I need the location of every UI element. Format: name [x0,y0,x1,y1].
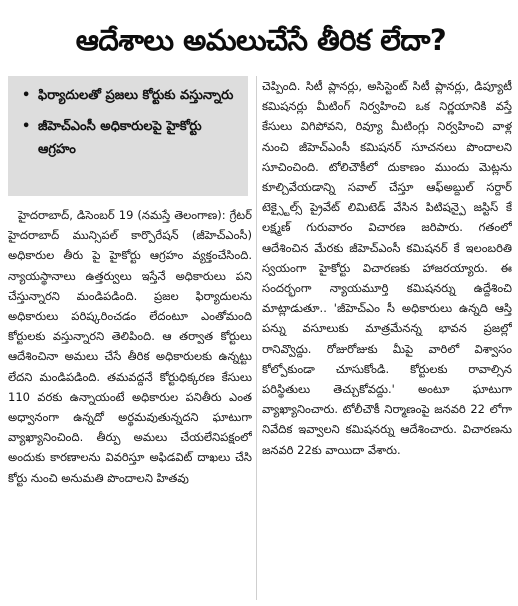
article-text-right: చెప్పింది. సిటీ ప్లానర్లు, అసిస్టెంట్ సిటీ ప్లానర్లు, డిప్యూటీ కమిషనర్లు మీటింగ్ నిర్వహించి ఒక నిర్ణయానికి వస్తే కేసులు విగిపోవని, రివ్యూ మీటింగ్లు నిర్వహించి వాళ్ల నుంచి జీహెచ్ఎంసీ కమిషనర్ సూచనలు పొందాలని సూచించింది. టోలిచౌకీలో దుకాణం ముందు మెట్లను కూల్చివేయడాన్ని సవాల్ చేస్తూ ఆఫ్అబ్దుల్ సర్దార్ టెక్స్టైల్స్ ప్రైవేట్ లిమిటెడ్ వేసిన పిటిషన్పై జస్టిస్ కే లక్ష్మణ్ గురువారం విచారణ జరిపారు. గతంలో ఆదేశించిన మేరకు జీహెచ్ఎంసీ కమిషనర్ కే ఇలంబరితి స్వయంగా హైకోర్టు విచారణకు హాజరయ్యారు. ఈ సందర్భంగా న్యాయమూర్తి కమిషనర్ను ఉద్దేశించి మాట్లాడుతూ.. 'జీహెచ్ఎం సీ అధికారులు ఉన్నది ఆస్తి పన్ను వసూలుకు మాత్రమేనన్న భావన ప్రజల్లో రానివ్వొద్దు. రోజురోజుకు మీపై వారిలో విశ్వాసం కోల్పోకుండా చూసుకోండి. కోర్టులకు రావాల్సిన పరిస్థితులు తెచ్చుకోవద్దు.' అంటూ ఘాటుగా వ్యాఖ్యానించారు. టోలీచౌకీ నిర్మాణంపై జనవరి 22 లోగా నివేదిక ఇవ్వాలని కమిషనర్ను ఆదేశించారు. విచారణను జనవరి 22కు వాయిదా వేశారు. [262,79,512,457]
highlight-item [22,84,240,107]
article-paragraph [8,205,252,488]
highlight-item [22,115,240,161]
article-column-right [262,76,512,601]
article-text-left: హైదరాబాద్, డిసెంబర్ 19 (నమస్తే తెలంగాణ): గ్రేటర్ హైదరాబాద్ మున్సిపల్ కార్పొరేషన్ (జీహెచ్ఎంసీ) అధికారుల తీరు పై హైకోర్టు ఆగ్రహం వ్యక్తంచేసింది. న్యాయస్థానాలు ఉత్తర్వులు ఇస్తేనే అధికారులు పని చేస్తున్నారని మండిపడింది. ప్రజల ఫిర్యాదులను అధికారులు పరిష్కరించడం లేదంటూ ఎంతోమంది కోర్టులకు వస్తున్నారని తెలిపింది. ఆ తర్వాత కోర్టులు ఆదేశించినా అమలు చేసే తీరిక అధికారులకు ఉన్నట్టు లేదని మండిపడింది. తమవద్దనే కోర్టుధిక్కరణ కేసులు 110 వరకు ఉన్నాయంటే అధికారుల పనితీరు ఎంత అధ్వానంగా ఉన్నదో అర్థమవుతున్నదని ఘాటుగా వ్యాఖ్యానించింది. తీర్పు అమలు చేయలేనిపక్షంలో అందుకు కారణాలను వివరిస్తూ అఫిడవిట్ దాఖలు చేసి కోర్టు నుంచి అనుమతి పొందాలని హితవు [8,208,252,485]
highlights-box [8,76,248,196]
highlight-text: ఫిర్యాదులతో ప్రజలు కోర్టుకు వస్తున్నారు [38,88,234,103]
bullet-icon: • [22,119,31,134]
highlight-text: జీహెచ్ఎంసీ అధికారులపై హైకోర్టు ఆగ్రహం [38,119,202,157]
highlights-list [22,84,240,161]
article-column-left [8,205,252,601]
bullet-icon: • [22,88,31,103]
headline: ఆదేశాలు అమలుచేసే తీరిక లేదా? [75,23,447,57]
column-divider [256,76,257,600]
article-paragraph [262,76,512,460]
